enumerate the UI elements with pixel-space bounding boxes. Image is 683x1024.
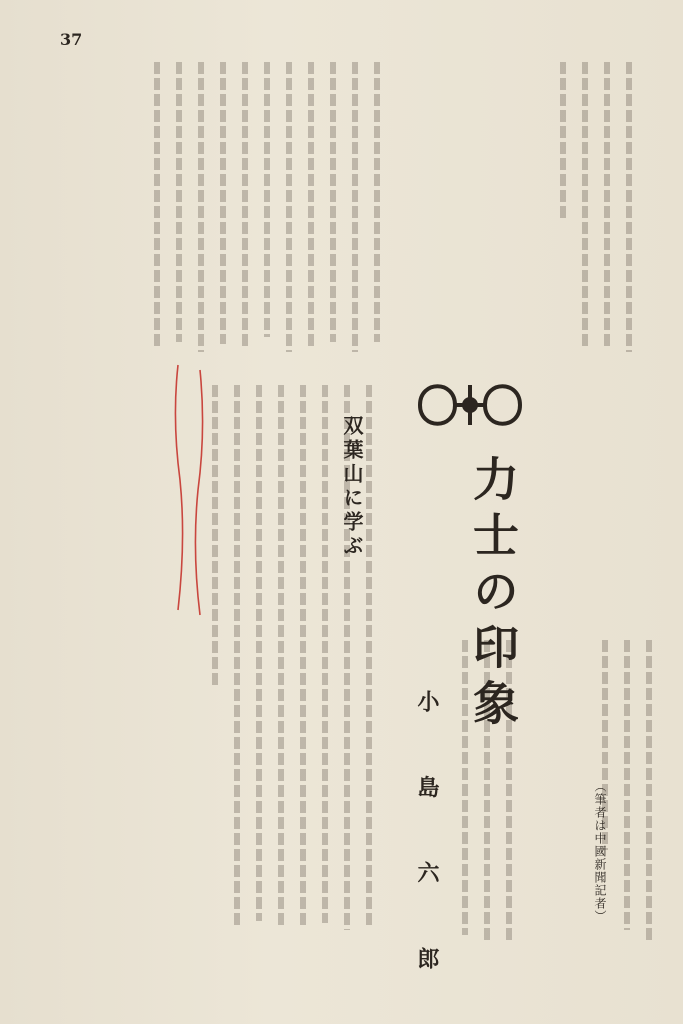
red-margin-annotation (170, 360, 210, 620)
author-name: 小 島 六 郎 (414, 690, 440, 997)
decorative-scroll-ornament-icon (410, 370, 530, 440)
body-text-upper-left (88, 62, 388, 362)
section-heading: 双葉山に学ぶ (340, 415, 364, 559)
article-title: 力士の印象 (466, 455, 520, 735)
body-text-upper-right (430, 62, 640, 362)
closing-note: （筆者は中國新聞記者） (593, 780, 607, 923)
body-text-lower-right (520, 640, 660, 960)
page-number: 37 (60, 30, 83, 49)
